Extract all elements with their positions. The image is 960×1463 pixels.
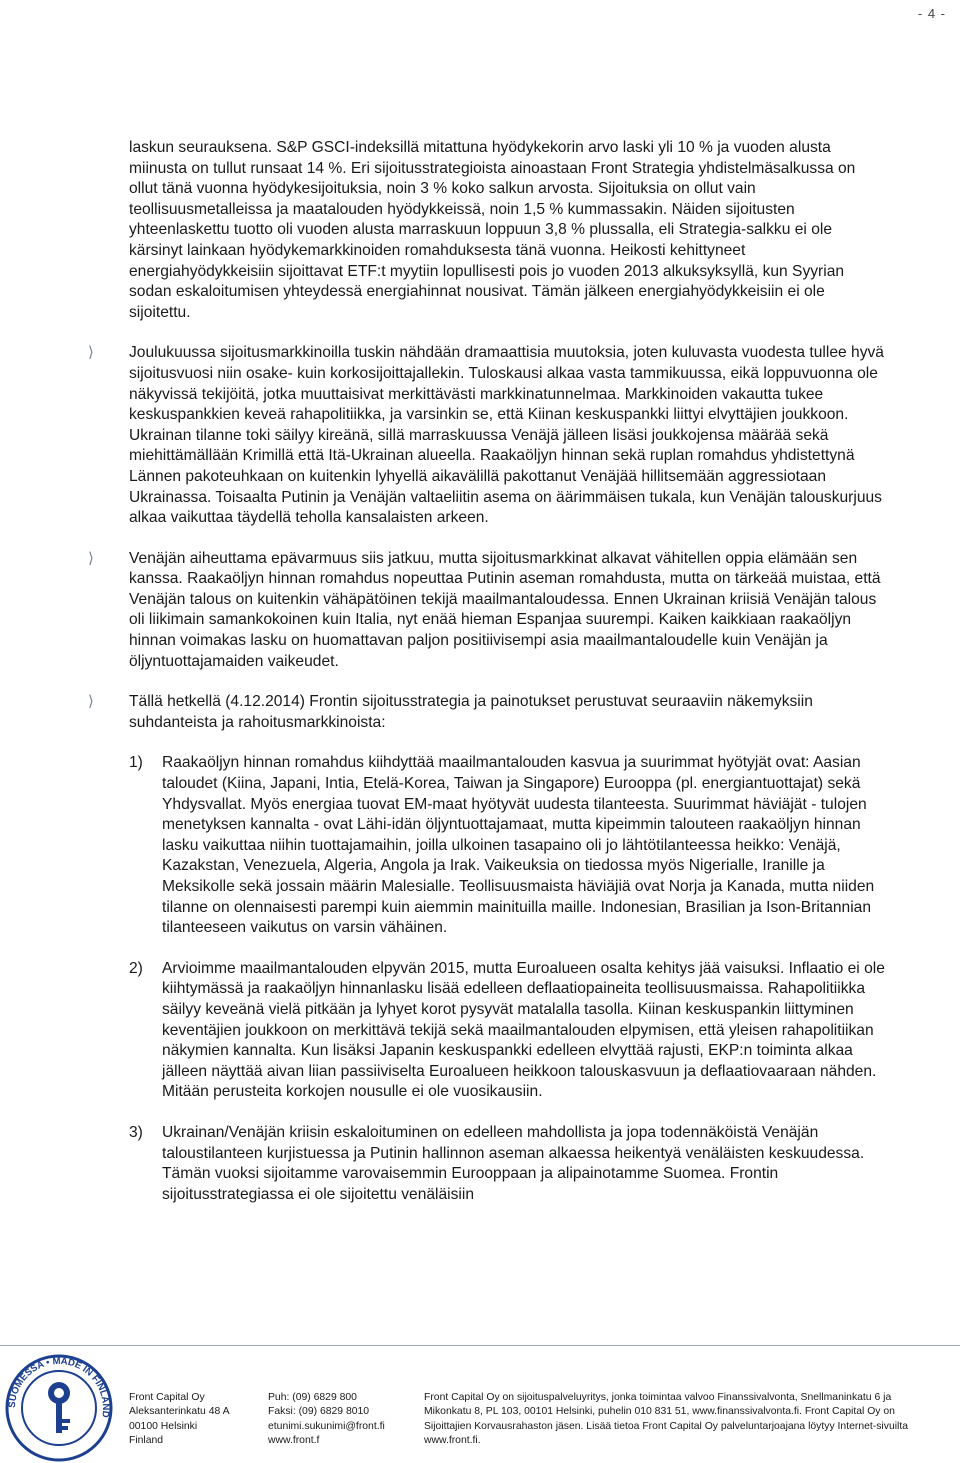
- document-body: [88, 138, 885, 1225]
- item-text: Arvioimme maailmantalouden elpyvän 2015, mutta Euroalueen osalta kehitys jää vaisuksi. Inflaatio ei ole kiihtymässä ja raakaöljyn hinnanlasku lisää edelleen deflaatiopaineita teollisuusmaissa. Rahapolitiikka säilyy keveänä vielä pitkään ja lyhyet korot pysyvät matalalla tasolla. Kiinan keskuspankin liittyminen keventäjien joukkoon on merkittävä tekijä sekä maailmantalouden elpymisen, että yleisen rahapolitiikan näkymien kannalta. Kun lisäksi Japanin keskuspankki edelleen elvyttää rajusti, EKP:n toiminta alkaa jälleen näyttää aivan liian passiiviselta Euroalueen heikkoon talouskasvuun ja deflaatiovaaraan nähden. Mitään perusteita korkojen nousulle ei ole vuosikausiin.: [162, 959, 885, 1101]
- footer-country: Finland: [129, 1435, 164, 1447]
- bullet-paragraph: [88, 692, 885, 733]
- bullet-paragraph: [88, 548, 885, 673]
- key-icon: [48, 1382, 70, 1433]
- bullet-text: Joulukuussa sijoitusmarkkinoilla tuskin nähdään dramaattisia muutoksia, joten kuluvasta vuodesta tullee hyvä sijoitusvuosi niin osake- kuin korkosijoittajallekin. Tuloskausi alkaa vasta tammikuussa, eikä loppuvuonna ole näkyvissä tekijöitä, jotka muuttaisivat merkittävästi markkinatunnelmaa. Markkinoiden vakautta tukee keskuspankkien keveä rahapolitiikka, ja varsinkin se, että Kiinan keskuspankki liittyi elvyttäjien joukkoon. Ukrainan tilanne toki säilyy kireänä, sillä marraskuussa Venäjä jälleen lisäsi joukkojensa määrää sekä miehittämällään Krimillä että Itä-Ukrainan alueella. Raakaöljyn hinnan sekä ruplan romahdus yhdistettynä Lännen pakoteuhkaan on kuitenkin lyhyellä aikavälillä pakottanut Venäjää hillitsemään aggressiotaan Ukrainassa. Toisaalta Putinin ja Venäjän valtaeliitin asema on äärimmäisen tukala, kun Venäjän talouskurjuus alkaa vaikuttaa täydellä teholla kansalaisten arkeen.: [129, 344, 884, 527]
- numbered-item: [129, 959, 885, 1103]
- footer-divider: [0, 1345, 960, 1346]
- item-number: 3): [129, 1123, 143, 1141]
- footer-notice-line: Sijoittajien Korvausrahaston jäsen. Lisää tietoa Front Capital Oy palveluntarjoajana löytyy Internet-sivuilta: [424, 1420, 909, 1432]
- key-flag-logo: [4, 1353, 114, 1463]
- item-text: Ukrainan/Venäjän kriisin eskaloituminen on edelleen mahdollista ja jopa todennäköistä Venäjän taloustilanteen kurjistuessa ja Putinin hallinnon aseman alkaessa heikentyä venäläisten keskuudessa. Tämän vuoksi sijoitamme varovaisemmin Eurooppaan ja alipainotamme Suomea. Frontin sijoitusstrategiassa ei ole sijoitettu venäläisiin: [162, 1123, 865, 1203]
- bullet-text: Venäjän aiheuttama epävarmuus siis jatkuu, mutta sijoitusmarkkinat alkavat vähitellen oppia elämään sen kanssa. Raakaöljyn hinnan romahdus nopeuttaa Putinin aseman romahdusta, mutta on tärkeää muistaa, että Venäjän talous on kuitenkin vähäpätöinen tekijä maailmantaloudessa. Ennen Ukrainan kriisiä Venäjän talous oli liikimain samankokoinen kuin Italia, nyt enää hieman Espanjaa suurempi. Kaiken kaikkiaan raakaöljyn hinnan voimakas lasku on huomattavan paljon positiivisempi asia maailmantaloudelle kuin Venäjän ja öljyntuottajamaiden vaikeudet.: [129, 549, 881, 670]
- chevron-right-icon: ⟩: [88, 548, 94, 567]
- chevron-right-icon: ⟩: [88, 343, 94, 362]
- numbered-item: [129, 1123, 885, 1205]
- intro-paragraph: laskun seurauksena. S&P GSCI-indeksillä mitattuna hyödykekorin arvo laski yli 10 % ja vuoden alusta miinusta on tullut runsaat 14 %. Eri sijoitusstrategioista ainoastaan Front Strategia yhdistelmäsalkussa on ollut tänä vuonna hyödykesijoituksia, noin 3 % koko salkun arvosta. Sijoituksia on ollut vain teollisuusmetalleissa ja maatalouden hyödykkeissä, noin 1,5 % kummassakin. Näiden sijoitusten yhteenlaskettu tuotto oli vuoden alusta marraskuun loppuun 3,8 % plussalla, eli Strategia-salkku ei ole kärsinyt lainkaan hyödykemarkkinoiden romahduksesta tänä vuonna. Heikosti kehittyneet energiahyödykkeisiin sijoittavat ETF:t myytiin lopullisesti pois jo vuoden 2013 alkuksyksyllä, kun Syyrian sodan eskaloitumisen yhteydessä energiahinnat nousivat. Tämän jälkeen energiahyödykkeisiin ei ole sijoitettu.: [129, 139, 856, 321]
- numbered-list: [129, 753, 885, 1205]
- footer-fax: Faksi: (09) 6829 8010: [268, 1406, 370, 1418]
- bullet-text: Tällä hetkellä (4.12.2014) Frontin sijoitusstrategia ja painotukset perustuvat seuraaviin näkemyksiin suhdanteista ja rahoitusmarkkinoista:: [129, 693, 813, 731]
- footer-contact: [268, 1391, 408, 1449]
- footer-city: 00100 Helsinki: [129, 1420, 198, 1432]
- item-text: Raakaöljyn hinnan romahdus kiihdyttää maailmantalouden kasvua ja suurimmat hyötyjät ovat: Aasian taloudet (Kiina, Japani, Intia, Etelä-Korea, Taiwan ja Singapore) Eurooppa (pl. energiantuottajat) sekä Yhdysvallat. Myös energiaa tuovat EM-maat hyötyvät uudesta tilanteesta. Suurimmat häviäjät - tulojen menetyksen kannalta - ovat Lähi-idän öljyntuottajamaat, mutta kipeimmin talouteen raakaöljyn hinnan lasku vaikuttaa niihin tuottajamaihin, joilla ulkoinen tasapaino oli jo lähtötilanteessa heikko: Venäjä, Kazakstan, Venezuela, Algeria, Angola ja Irak. Vaikeuksia on tiedossa myös Nigerialle, Iranille ja Meksikolle sekä jossain määrin Malesialle. Teollisuusmaista häviäjiä ovat Norja ja Kanada, mutta niiden tilanne on olennaisesti parempi kuin aiemmin mainituilla maille. Indonesian, Brasilian ja Ison-Britannian tilanteeseen vaikutus on varsin vähäinen.: [162, 754, 875, 937]
- footer-notice-line: www.front.fi.: [424, 1435, 481, 1447]
- footer-regulatory-notice: [424, 1391, 954, 1449]
- chevron-right-icon: ⟩: [88, 692, 94, 711]
- numbered-item: [129, 753, 885, 938]
- footer-notice-line: Mikonkatu 8, PL 103, 00101 Helsinki, puhelin 010 831 51, www.finanssivalvonta.fi. Front Capital Oy on: [424, 1406, 895, 1418]
- item-number: 2): [129, 959, 143, 977]
- footer-phone: Puh: (09) 6829 800: [268, 1392, 357, 1403]
- footer-notice-line: Front Capital Oy on sijoituspalveluyritys, jonka toimintaa valvoo Finanssivalvonta, Snellmaninkatu 6 ja: [424, 1392, 892, 1403]
- footer-company-address: [129, 1391, 259, 1449]
- page-number: - 4 -: [917, 6, 946, 21]
- logo-ring-text: SUOMESSA • MADE IN FINLAND: [6, 1355, 112, 1419]
- bullet-paragraph: [88, 343, 885, 528]
- footer-street: Aleksanterinkatu 48 A: [129, 1406, 230, 1418]
- item-number: 1): [129, 754, 143, 772]
- footer-email: etunimi.sukunimi@front.fi: [268, 1420, 385, 1432]
- footer-website: www.front.f: [268, 1435, 320, 1447]
- footer-company-name: Front Capital Oy: [129, 1392, 205, 1403]
